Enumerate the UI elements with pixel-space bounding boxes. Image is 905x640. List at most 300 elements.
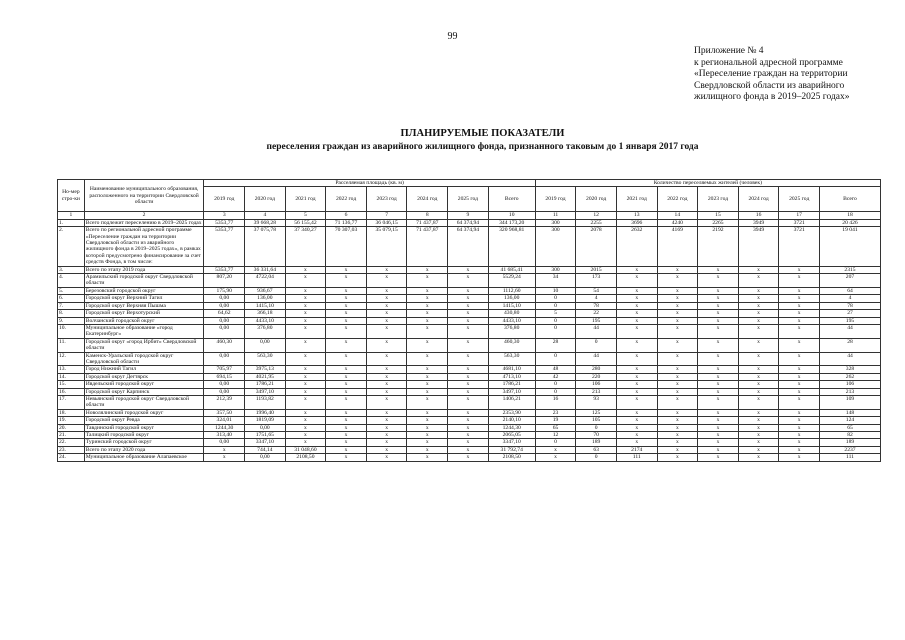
- row-number-cell: 20.: [58, 424, 85, 431]
- value-cell: 0,00: [204, 388, 245, 395]
- value-cell: 807,20: [204, 274, 245, 288]
- value-cell: x: [779, 388, 820, 395]
- value-cell: x: [657, 287, 698, 294]
- value-cell: x: [366, 424, 407, 431]
- value-cell: x: [366, 446, 407, 453]
- value-cell: x: [616, 439, 657, 446]
- value-cell: x: [698, 295, 739, 302]
- table-row: [58, 439, 881, 446]
- value-cell: 0: [535, 352, 576, 366]
- value-cell: x: [616, 324, 657, 338]
- value-cell: x: [366, 373, 407, 380]
- table-row: [58, 352, 881, 366]
- value-cell: x: [779, 310, 820, 317]
- value-cell: x: [326, 432, 367, 439]
- value-cell: x: [698, 446, 739, 453]
- value-cell: x: [616, 409, 657, 416]
- column-index-cell: 7: [366, 212, 407, 219]
- value-cell: x: [326, 373, 367, 380]
- value-cell: 35 079,15: [366, 227, 407, 266]
- value-cell: x: [738, 266, 779, 273]
- value-cell: 376,80: [245, 324, 286, 338]
- value-cell: x: [698, 388, 739, 395]
- value-cell: 4433,10: [488, 317, 535, 324]
- value-cell: x: [326, 287, 367, 294]
- value-cell: x: [285, 381, 326, 388]
- value-cell: x: [657, 454, 698, 461]
- value-cell: x: [738, 317, 779, 324]
- value-cell: x: [326, 439, 367, 446]
- row-number-cell: 8.: [58, 310, 85, 317]
- value-cell: 213: [576, 388, 617, 395]
- value-cell: x: [285, 388, 326, 395]
- value-cell: 93: [576, 395, 617, 409]
- value-cell: 744,14: [245, 446, 286, 453]
- value-cell: 136,00: [488, 295, 535, 302]
- value-cell: 5353,77: [204, 219, 245, 226]
- value-cell: x: [448, 338, 489, 352]
- value-cell: x: [326, 266, 367, 273]
- municipality-cell: Всего по региональной адресной программе «Переселение граждан на территории Свердловской области из аварийного жилищного фонда в 2019–2025 годах», в рамках которой предусмотрено финансирование за счет средств Фонда, в том числе:: [84, 227, 204, 266]
- value-cell: 2078: [576, 227, 617, 266]
- value-cell: 280: [576, 366, 617, 373]
- municipality-cell: Березовский городской округ: [84, 287, 204, 294]
- value-cell: 0: [535, 324, 576, 338]
- value-cell: x: [326, 310, 367, 317]
- value-cell: x: [738, 388, 779, 395]
- table-row: [58, 266, 881, 273]
- value-cell: x: [698, 381, 739, 388]
- value-cell: x: [779, 366, 820, 373]
- value-cell: x: [448, 395, 489, 409]
- header-people-year: Всего: [819, 187, 880, 212]
- column-index-cell: 8: [407, 212, 448, 219]
- value-cell: x: [448, 388, 489, 395]
- value-cell: x: [616, 395, 657, 409]
- value-cell: 70: [576, 432, 617, 439]
- value-cell: x: [738, 446, 779, 453]
- value-cell: 460,30: [204, 338, 245, 352]
- row-number-cell: 21.: [58, 432, 85, 439]
- value-cell: x: [535, 446, 576, 453]
- value-cell: 4: [819, 295, 880, 302]
- value-cell: 23: [535, 409, 576, 416]
- value-cell: x: [366, 381, 407, 388]
- row-number-cell: 5.: [58, 287, 85, 294]
- value-cell: x: [738, 439, 779, 446]
- value-cell: 4: [576, 295, 617, 302]
- value-cell: 5529,24: [488, 274, 535, 288]
- value-cell: x: [657, 366, 698, 373]
- value-cell: x: [407, 302, 448, 309]
- value-cell: 5: [535, 310, 576, 317]
- value-cell: 78: [576, 302, 617, 309]
- value-cell: 2255: [576, 219, 617, 226]
- value-cell: 3696: [616, 219, 657, 226]
- value-cell: 3975,13: [245, 366, 286, 373]
- value-cell: 0: [535, 302, 576, 309]
- column-index-cell: 5: [285, 212, 326, 219]
- table-row: [58, 274, 881, 288]
- value-cell: x: [535, 454, 576, 461]
- value-cell: x: [407, 432, 448, 439]
- value-cell: x: [779, 274, 820, 288]
- value-cell: 0: [576, 424, 617, 431]
- row-number-cell: 13.: [58, 366, 85, 373]
- value-cell: 37 340,27: [285, 227, 326, 266]
- value-cell: x: [366, 274, 407, 288]
- header-area-year: 2019 год: [204, 187, 245, 212]
- value-cell: x: [326, 454, 367, 461]
- value-cell: 64 374,94: [448, 219, 489, 226]
- table-row: [58, 373, 881, 380]
- page-number: 99: [447, 31, 458, 42]
- appendix-note: [694, 46, 894, 104]
- value-cell: x: [326, 352, 367, 366]
- table-row: [58, 432, 881, 439]
- header-people-year: 2025 год: [779, 187, 820, 212]
- value-cell: x: [285, 424, 326, 431]
- value-cell: x: [616, 352, 657, 366]
- value-cell: 39 668,28: [245, 219, 286, 226]
- value-cell: 19: [535, 417, 576, 424]
- value-cell: 376,80: [488, 324, 535, 338]
- value-cell: x: [616, 424, 657, 431]
- value-cell: 0,00: [204, 324, 245, 338]
- value-cell: x: [366, 338, 407, 352]
- value-cell: x: [616, 432, 657, 439]
- value-cell: x: [326, 274, 367, 288]
- column-index-cell: 10: [488, 212, 535, 219]
- value-cell: x: [698, 439, 739, 446]
- value-cell: x: [407, 266, 448, 273]
- value-cell: 82: [819, 432, 880, 439]
- value-cell: x: [657, 317, 698, 324]
- value-cell: x: [326, 388, 367, 395]
- value-cell: x: [698, 352, 739, 366]
- value-cell: 3497,10: [245, 388, 286, 395]
- value-cell: 5353,77: [204, 227, 245, 266]
- value-cell: 22: [576, 310, 617, 317]
- value-cell: 300: [535, 227, 576, 266]
- value-cell: x: [204, 446, 245, 453]
- municipality-cell: Муниципальное образование «город Екатеринбург»: [84, 324, 204, 338]
- table-row: [58, 302, 881, 309]
- value-cell: 31 048,60: [285, 446, 326, 453]
- table-row: [58, 395, 881, 409]
- appendix-line: «Переселение граждан на территории: [694, 69, 848, 79]
- value-cell: x: [448, 446, 489, 453]
- value-cell: x: [407, 310, 448, 317]
- value-cell: x: [738, 352, 779, 366]
- appendix-line: жилищного фонда в 2019–2025 годах»: [694, 92, 850, 102]
- value-cell: 63: [576, 446, 617, 453]
- value-cell: x: [366, 302, 407, 309]
- value-cell: 1415,10: [245, 302, 286, 309]
- value-cell: 0: [535, 439, 576, 446]
- municipality-cell: Всего по этапу 2020 года: [84, 446, 204, 453]
- value-cell: x: [204, 454, 245, 461]
- document-subtitle: переселения граждан из аварийного жилищного фонда, признанного таковым до 1 января 2017 года: [266, 142, 699, 152]
- column-index-cell: 12: [576, 212, 617, 219]
- municipality-cell: Арамильский городской округ Свердловской области: [84, 274, 204, 288]
- row-number-cell: 17.: [58, 395, 85, 409]
- value-cell: 0,00: [204, 295, 245, 302]
- value-cell: 4722,04: [245, 274, 286, 288]
- value-cell: x: [698, 417, 739, 424]
- value-cell: 2015: [576, 266, 617, 273]
- value-cell: 366,18: [245, 310, 286, 317]
- table-row: [58, 287, 881, 294]
- value-cell: x: [407, 295, 448, 302]
- column-index-cell: 11: [535, 212, 576, 219]
- value-cell: x: [738, 381, 779, 388]
- value-cell: 64 374,94: [448, 227, 489, 266]
- municipality-cell: Городской округ Ревда: [84, 417, 204, 424]
- value-cell: x: [657, 266, 698, 273]
- value-cell: x: [326, 417, 367, 424]
- appendix-line: к региональной адресной программе: [694, 57, 843, 68]
- table-row: [58, 424, 881, 431]
- value-cell: 42: [535, 373, 576, 380]
- value-cell: x: [448, 295, 489, 302]
- table-row: [58, 219, 881, 226]
- table-row: [58, 324, 881, 338]
- column-index-cell: 15: [698, 212, 739, 219]
- header-area-group: Расселяемая площадь (кв. м): [204, 180, 535, 187]
- value-cell: x: [779, 324, 820, 338]
- row-number-cell: 6.: [58, 295, 85, 302]
- column-index-cell: 16: [738, 212, 779, 219]
- value-cell: x: [779, 317, 820, 324]
- value-cell: x: [657, 395, 698, 409]
- value-cell: 44: [819, 324, 880, 338]
- value-cell: 1751,65: [245, 432, 286, 439]
- value-cell: 4021,95: [245, 373, 286, 380]
- value-cell: x: [738, 409, 779, 416]
- value-cell: 324,01: [204, 417, 245, 424]
- value-cell: 12: [535, 432, 576, 439]
- value-cell: x: [616, 295, 657, 302]
- value-cell: x: [779, 439, 820, 446]
- value-cell: x: [407, 338, 448, 352]
- value-cell: x: [448, 274, 489, 288]
- value-cell: 213: [819, 388, 880, 395]
- value-cell: x: [616, 373, 657, 380]
- municipality-cell: Городской округ Верхотурский: [84, 310, 204, 317]
- value-cell: 0,00: [245, 424, 286, 431]
- value-cell: x: [698, 373, 739, 380]
- column-index-cell: 4: [245, 212, 286, 219]
- value-cell: x: [779, 338, 820, 352]
- value-cell: 2237: [819, 446, 880, 453]
- value-cell: x: [448, 381, 489, 388]
- value-cell: 28: [819, 338, 880, 352]
- row-number-cell: 4.: [58, 274, 85, 288]
- value-cell: x: [448, 424, 489, 431]
- value-cell: x: [285, 366, 326, 373]
- value-cell: 27: [819, 310, 880, 317]
- value-cell: 4681,10: [488, 366, 535, 373]
- value-cell: 313,40: [204, 432, 245, 439]
- value-cell: 148: [819, 409, 880, 416]
- header-people-year: 2021 год: [616, 187, 657, 212]
- value-cell: x: [738, 454, 779, 461]
- value-cell: x: [326, 338, 367, 352]
- value-cell: x: [407, 366, 448, 373]
- column-index-cell: 13: [616, 212, 657, 219]
- value-cell: x: [738, 395, 779, 409]
- value-cell: x: [616, 417, 657, 424]
- value-cell: x: [326, 424, 367, 431]
- value-cell: x: [407, 274, 448, 288]
- value-cell: x: [738, 432, 779, 439]
- value-cell: 1415,10: [488, 302, 535, 309]
- value-cell: x: [779, 395, 820, 409]
- value-cell: x: [326, 446, 367, 453]
- value-cell: 1996,40: [245, 409, 286, 416]
- value-cell: x: [448, 287, 489, 294]
- value-cell: x: [366, 310, 407, 317]
- value-cell: x: [366, 439, 407, 446]
- indicators-table: [57, 179, 881, 462]
- value-cell: 56 155,42: [285, 219, 326, 226]
- value-cell: 2065,05: [488, 432, 535, 439]
- value-cell: 300: [535, 266, 576, 273]
- value-cell: 430,80: [488, 310, 535, 317]
- value-cell: 37 075,78: [245, 227, 286, 266]
- value-cell: 64,62: [204, 310, 245, 317]
- value-cell: x: [657, 373, 698, 380]
- header-area-year: 2024 год: [407, 187, 448, 212]
- value-cell: x: [698, 366, 739, 373]
- value-cell: x: [779, 295, 820, 302]
- municipality-cell: Всего подлежит переселению в 2019–2025 годах: [84, 219, 204, 226]
- value-cell: 20 426: [819, 219, 880, 226]
- value-cell: 2632: [616, 227, 657, 266]
- value-cell: x: [326, 317, 367, 324]
- value-cell: 64: [819, 287, 880, 294]
- value-cell: x: [285, 338, 326, 352]
- row-number-cell: 18.: [58, 409, 85, 416]
- table-row: [58, 366, 881, 373]
- row-number-cell: 19.: [58, 417, 85, 424]
- municipality-cell: Волчанский городской округ: [84, 317, 204, 324]
- value-cell: 5353,77: [204, 266, 245, 273]
- municipality-cell: Городской округ Верхний Тагил: [84, 295, 204, 302]
- municipality-cell: Городской округ Карпинск: [84, 388, 204, 395]
- value-cell: x: [366, 324, 407, 338]
- value-cell: x: [616, 366, 657, 373]
- value-cell: x: [448, 366, 489, 373]
- value-cell: x: [698, 317, 739, 324]
- value-cell: x: [779, 424, 820, 431]
- row-number-cell: 24.: [58, 454, 85, 461]
- value-cell: 1112,60: [488, 287, 535, 294]
- value-cell: x: [738, 417, 779, 424]
- value-cell: 0: [535, 295, 576, 302]
- value-cell: 4240: [657, 219, 698, 226]
- value-cell: x: [285, 266, 326, 273]
- value-cell: x: [698, 432, 739, 439]
- value-cell: 0,00: [245, 338, 286, 352]
- value-cell: 54: [576, 287, 617, 294]
- value-cell: x: [738, 274, 779, 288]
- value-cell: 0,00: [204, 302, 245, 309]
- value-cell: x: [407, 395, 448, 409]
- value-cell: x: [448, 417, 489, 424]
- value-cell: 44: [819, 352, 880, 366]
- value-cell: x: [616, 302, 657, 309]
- value-cell: 2315: [819, 266, 880, 273]
- value-cell: x: [738, 295, 779, 302]
- value-cell: x: [448, 302, 489, 309]
- value-cell: 300: [535, 219, 576, 226]
- value-cell: x: [779, 287, 820, 294]
- value-cell: x: [407, 317, 448, 324]
- header-people-year: 2024 год: [738, 187, 779, 212]
- value-cell: x: [326, 395, 367, 409]
- value-cell: 16: [535, 395, 576, 409]
- value-cell: 71 437,87: [407, 219, 448, 226]
- value-cell: x: [738, 302, 779, 309]
- value-cell: x: [448, 373, 489, 380]
- value-cell: x: [285, 417, 326, 424]
- value-cell: x: [407, 439, 448, 446]
- row-number-cell: 14.: [58, 373, 85, 380]
- value-cell: x: [698, 395, 739, 409]
- municipality-cell: Город Нижний Тагил: [84, 366, 204, 373]
- value-cell: x: [366, 454, 407, 461]
- value-cell: 41 685,41: [488, 266, 535, 273]
- value-cell: x: [407, 388, 448, 395]
- row-number-cell: 16.: [58, 388, 85, 395]
- table-row: [58, 338, 881, 352]
- municipality-cell: Новолялинский городской округ: [84, 409, 204, 416]
- value-cell: x: [407, 324, 448, 338]
- table-row: [58, 317, 881, 324]
- value-cell: x: [616, 338, 657, 352]
- value-cell: x: [657, 439, 698, 446]
- value-cell: x: [698, 324, 739, 338]
- value-cell: x: [616, 274, 657, 288]
- value-cell: 1786,21: [245, 381, 286, 388]
- value-cell: 2174: [616, 446, 657, 453]
- municipality-cell: Тавдинский городской округ: [84, 424, 204, 431]
- value-cell: x: [285, 317, 326, 324]
- column-index-cell: 9: [448, 212, 489, 219]
- value-cell: 34: [535, 274, 576, 288]
- header-people-year: 2019 год: [535, 187, 576, 212]
- appendix-line: Приложение № 4: [694, 46, 764, 56]
- value-cell: 3721: [779, 227, 820, 266]
- value-cell: x: [698, 338, 739, 352]
- value-cell: 705,97: [204, 366, 245, 373]
- value-cell: x: [285, 395, 326, 409]
- value-cell: x: [657, 381, 698, 388]
- value-cell: 195: [819, 317, 880, 324]
- value-cell: x: [407, 454, 448, 461]
- value-cell: 2353,90: [488, 409, 535, 416]
- municipality-cell: Талицкий городской округ: [84, 432, 204, 439]
- value-cell: x: [698, 454, 739, 461]
- value-cell: x: [326, 381, 367, 388]
- value-cell: 70 307,03: [326, 227, 367, 266]
- row-number-cell: 1.: [58, 219, 85, 226]
- value-cell: x: [657, 446, 698, 453]
- value-cell: x: [326, 324, 367, 338]
- value-cell: x: [285, 352, 326, 366]
